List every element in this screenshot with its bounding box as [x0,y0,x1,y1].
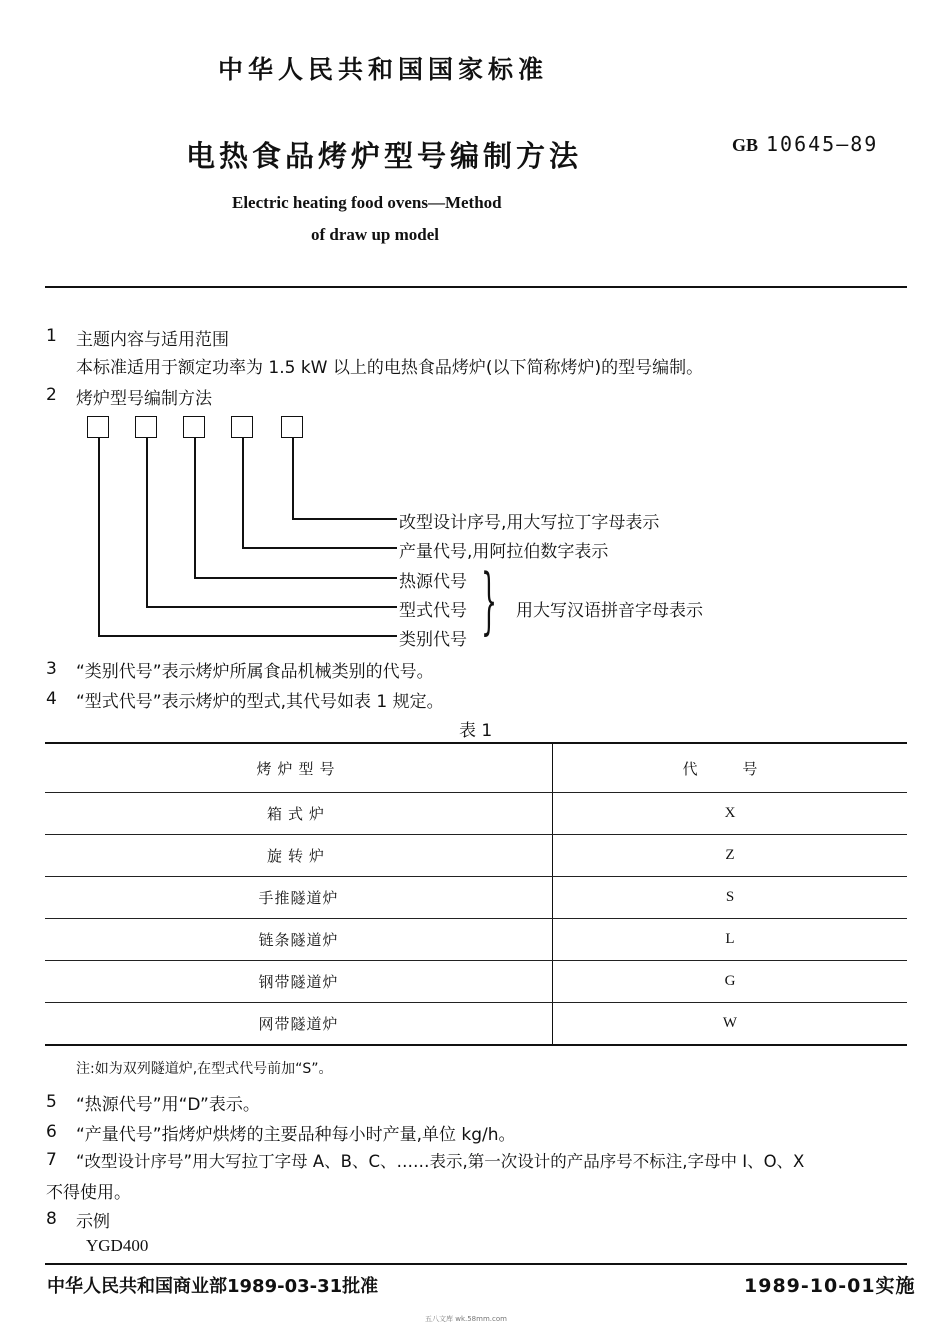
label-heat-source-code: 热源代号 [399,572,467,592]
english-title-line2: of draw up model [311,225,439,244]
code-cell: L [553,919,908,961]
english-title-line1: Electric heating food ovens—Method [232,193,502,212]
oven-type-cell: 手推隧道炉 [45,877,553,919]
oven-type-code-table [45,744,907,1046]
oven-type-cell: 箱式炉 [45,793,553,835]
implementation-date: 1989-10-01实施 [744,1275,916,1297]
document-title: 电热食品烤炉型号编制方法 [186,139,583,173]
code-box-heat-source [183,416,205,438]
oven-type-cell: 旋转炉 [45,835,553,877]
section-7-body-line1: “改型设计序号”用大写拉丁字母 A、B、C、……表示,第一次设计的产品序号不标注,字母中 I、O、X [76,1152,805,1171]
leader-line [292,438,294,519]
leader-line [194,577,397,579]
section-1-heading: 主题内容与适用范围 [76,330,229,350]
standard-org-title: 中华人民共和国国家标准 [218,55,549,84]
code-cell: Z [553,835,908,877]
code-box-category [87,416,109,438]
section-8-number: 8 [46,1209,57,1229]
brace-note: 用大写汉语拼音字母表示 [516,601,703,621]
example-model-code: YGD400 [86,1236,149,1255]
section-4-body: “型式代号”表示烤炉的型式,其代号如表 1 规定。 [76,692,444,712]
footer-rule [45,1263,907,1265]
label-category-code: 类别代号 [399,630,467,650]
table-row [45,1003,907,1046]
section-4-number: 4 [46,689,57,709]
section-6-number: 6 [46,1122,57,1142]
leader-line [242,438,244,548]
section-8-heading: 示例 [76,1212,110,1232]
section-3-number: 3 [46,659,57,679]
code-box-type [135,416,157,438]
label-output-code: 产量代号,用阿拉伯数字表示 [399,542,609,562]
code-cell: W [553,1003,908,1046]
leader-line [98,635,397,637]
approval-line: 中华人民共和国商业部1989-03-31批准 [47,1276,379,1297]
oven-type-cell: 网带隧道炉 [45,1003,553,1046]
code-cell: G [553,961,908,1003]
section-6-body: “产量代号”指烤炉烘烤的主要品种每小时产量,单位 kg/h。 [76,1125,516,1145]
leader-line [146,606,397,608]
section-1-body: 本标准适用于额定功率为 1.5 kW 以上的电热食品烤炉(以下简称烤炉)的型号编制。 [76,358,704,378]
leader-line [242,547,397,549]
code-box-revision [281,416,303,438]
section-2-number: 2 [46,385,57,405]
label-revision-code: 改型设计序号,用大写拉丁字母表示 [399,513,660,533]
table-header-code: 代 号 [553,744,908,793]
leader-line [194,438,196,578]
table-row [45,877,907,919]
table-note: 注:如为双列隧道炉,在型式代号前加“S”。 [76,1061,333,1077]
code-box-output [231,416,253,438]
section-2-heading: 烤炉型号编制方法 [76,389,212,409]
table-header-oven-type: 烤炉型号 [45,744,553,793]
table-row [45,961,907,1003]
gb-number: 10645—89 [766,132,879,156]
oven-type-cell: 链条隧道炉 [45,919,553,961]
table-row [45,793,907,835]
code-cell: S [553,877,908,919]
table-row [45,919,907,961]
section-7-number: 7 [46,1150,57,1170]
leader-line [292,518,397,520]
table-header-row [45,744,907,793]
section-5-number: 5 [46,1092,57,1112]
oven-type-cell: 钢带隧道炉 [45,961,553,1003]
leader-line [146,438,148,607]
label-type-code: 型式代号 [399,601,467,621]
leader-line [98,438,100,636]
section-5-body: “热源代号”用“D”表示。 [76,1095,260,1115]
gb-prefix: GB [732,135,759,155]
table-caption: 表 1 [459,721,493,741]
watermark-text: 五八文库 wk.58mm.com [425,1315,507,1323]
standard-number [732,132,878,156]
section-1-number: 1 [46,326,57,346]
header-rule [45,286,907,288]
section-3-body: “类别代号”表示烤炉所属食品机械类别的代号。 [76,662,434,682]
table-row [45,835,907,877]
code-cell: X [553,793,908,835]
grouping-brace: } [481,558,498,642]
section-7-body-line2: 不得使用。 [46,1183,131,1203]
